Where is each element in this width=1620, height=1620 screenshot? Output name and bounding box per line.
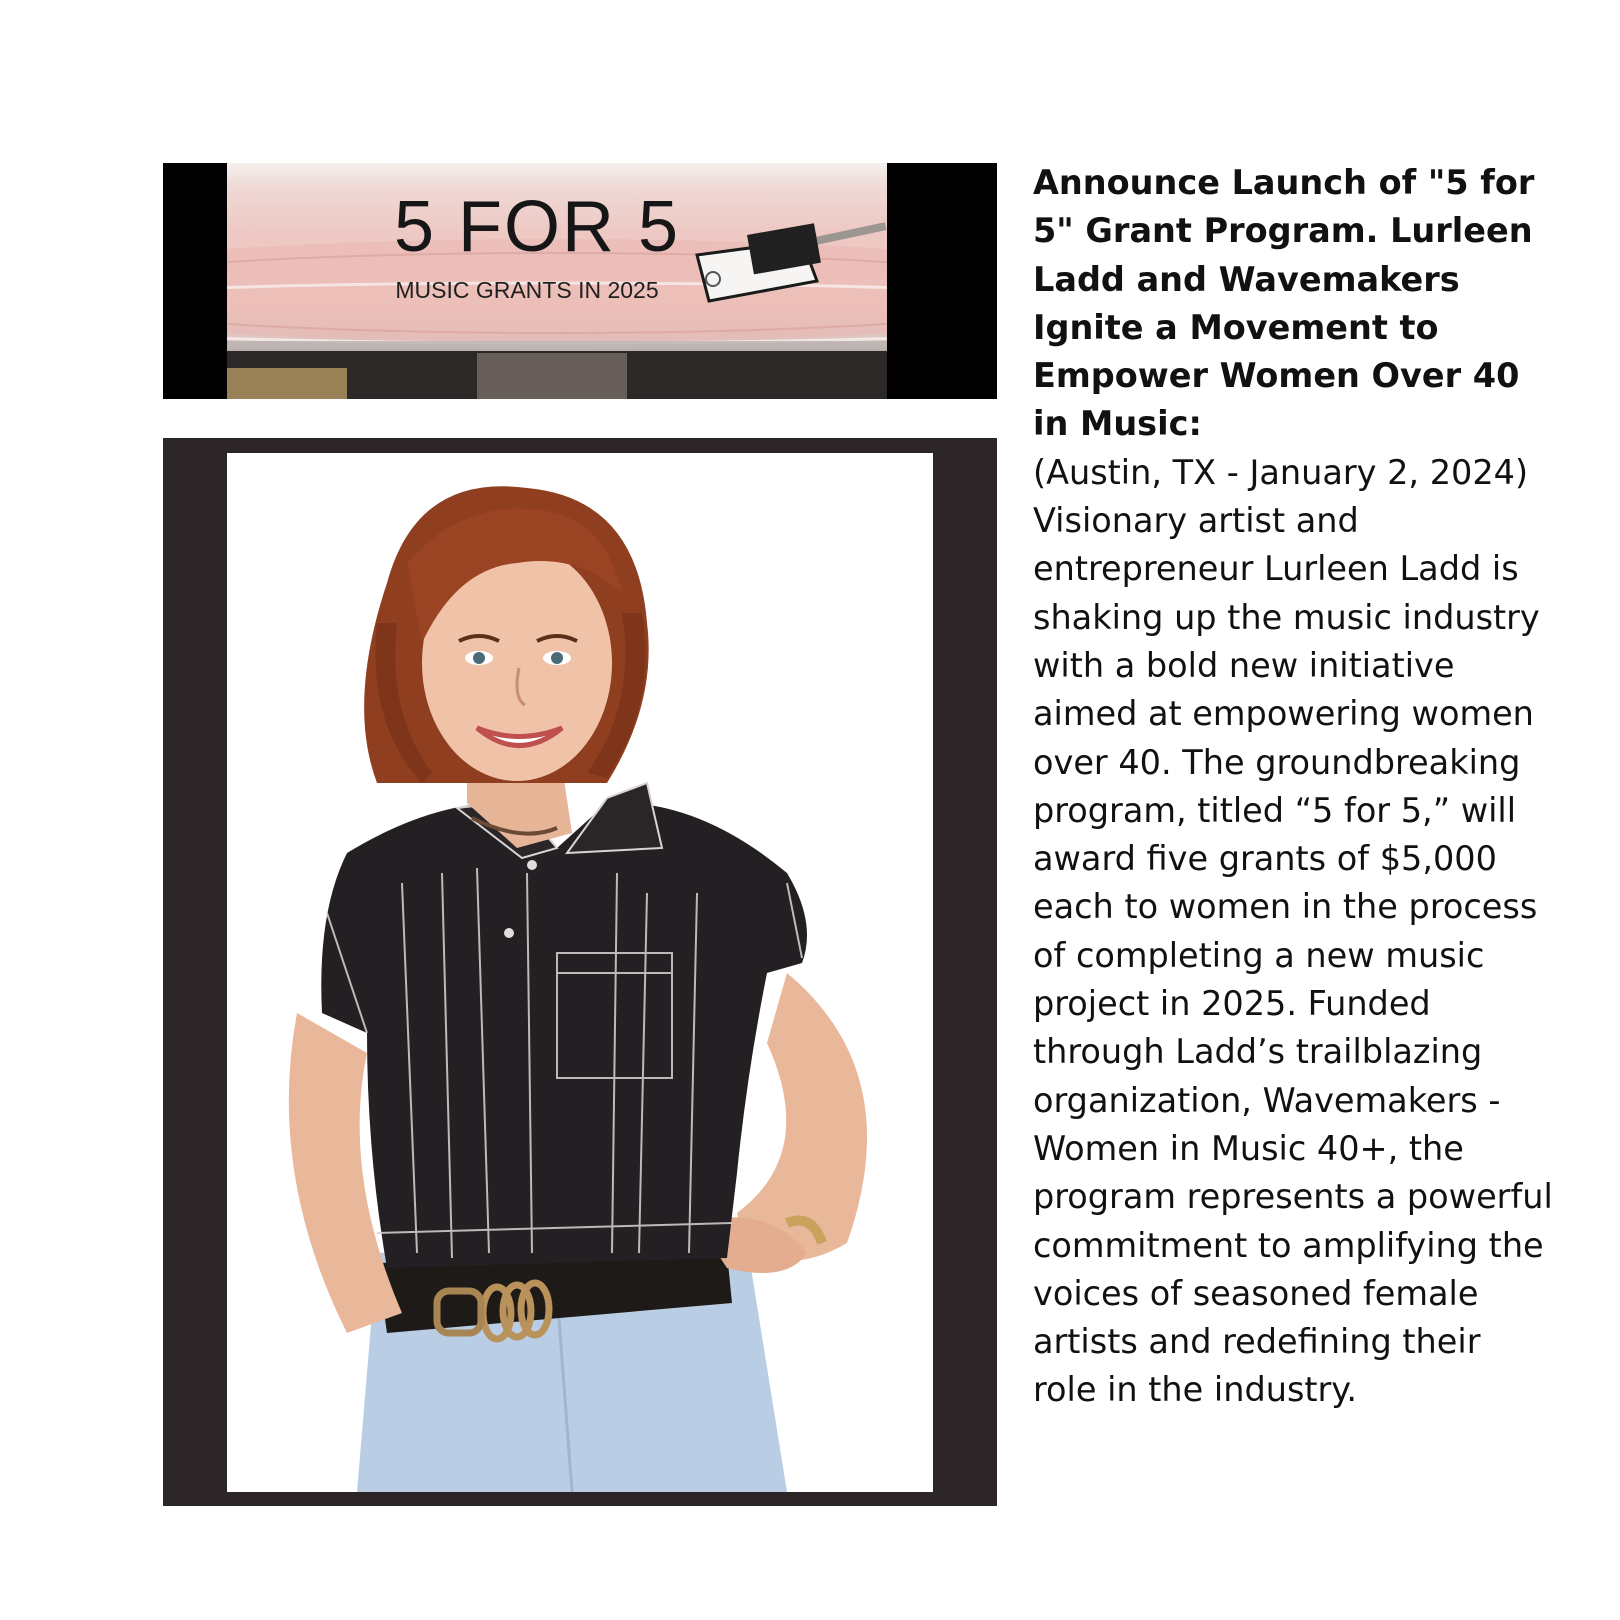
banner-frame [163,163,997,399]
article-body: (Austin, TX - January 2, 2024) Visionary artist and entrepreneur Lurleen Ladd is shaking up the music industry with a bold new initiative aimed at empowering women over 40. The groundbreaking program, titled “5 for 5,” will award five grants of $5,000 each to women in the process of completing a new music project in 2025. Funded through Ladd’s trailblazing organization, Wavemakers - Women in Music 40+, the program represents a powerful commitment to amplifying the voices of seasoned female artists and redefining their role in the industry. [1033,452,1553,1410]
article-headline: Announce Launch of "5 for 5" Grant Program. Lurleen Ladd and Wavemakers Ignite a Movement to Empower Women Over 40 in Music: [1033,163,1535,444]
portrait-illustration [227,453,933,1492]
banner-title: 5 FOR 5 [393,187,681,267]
banner-image [227,163,887,399]
portrait-photo [227,453,933,1492]
press-release [1033,159,1553,1415]
banner-subtitle: MUSIC GRANTS IN 2025 [395,277,659,303]
photo-frame [163,438,997,1506]
